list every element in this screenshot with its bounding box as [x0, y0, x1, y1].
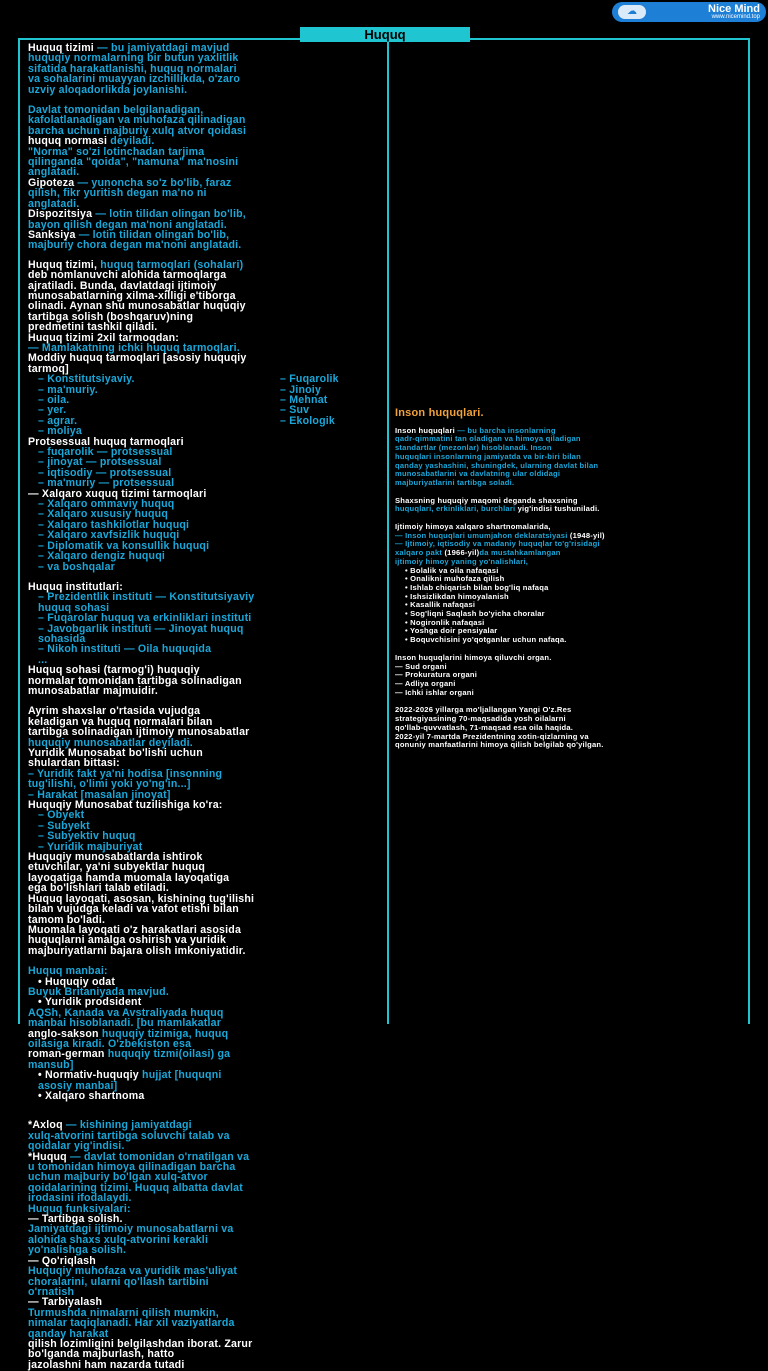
huquqiy-maqom: Shaxsning huquqiy maqomi deganda shaxsning huquqlari, erkinliklari, burchlari yig'indisi tushuniladi. [395, 495, 600, 514]
text-line: Huquqiy munosabatlarda ishtirok [28, 851, 203, 864]
list-item: • Boquvchisini yo'qotganlar uchun nafaqa. [405, 635, 567, 645]
funksiya-tarbiyalash-desc [28, 1308, 380, 1339]
text-line: munosabatlar majmuidir. [28, 684, 158, 697]
text-line: huquqlari insonlarning jamiyatda va bir-biri bilan [395, 451, 581, 461]
text-line: Yuridik Munosabat bo'lishi uchun [28, 747, 203, 759]
text-line: xulq-atvorini tartibga soluvchi talab va [28, 1129, 230, 1142]
list-item: – Xalqaro xususiy huquq [38, 508, 168, 521]
list-item: • Sog'liqni Saqlash bo'yicha choralar [405, 609, 545, 619]
list-item: – ma'muriy — protsessual [38, 477, 175, 490]
tuzilish-heading: Huquqiy Munosabat tuzilishiga ko'ra: [28, 799, 223, 812]
text-line: huquqlarni amalga oshirish va yuridik [28, 934, 227, 947]
list-item: – oila. – Mehnat [38, 394, 328, 406]
text-line: bilan vujudga keladi va vafot etishi bilan [28, 903, 239, 916]
text-line: choralarini, ularni qo'llash tartibini [28, 1275, 209, 1288]
list-item: – Xalqaro tashkilotlar huquqi [38, 518, 190, 531]
tarmoqlar: Huquq tizimi, huquq tarmoqlari (sohalari) deb nomlanuvchi alohida tarmoqlarga ajratiladi. Bunda, davlatdagi ijtimoiy munosabatlarning xilma-xilligi e'tiborga olinadi. Aynan shu munosabatlar huquqiy tartibga solish (boshqaruv)ning predmetini tashkil qiladi. Huquq tizimi 2xil tarmoqdan: — Mamlakatning ichki huquq tarmoqlari. [28, 258, 246, 354]
list-item: – Yuridik majburiyat [38, 840, 143, 853]
text-line: anglatadi. [28, 197, 80, 210]
text-line: manbai hisoblanadi. [bu mamlakatlar [28, 1017, 222, 1030]
list-item: • Bolalik va oila nafaqasi [405, 565, 499, 575]
list-item: – Nikoh instituti — Oila huquqida [38, 643, 212, 656]
huquq-sohasi [28, 665, 380, 696]
list-item: – iqtisodiy — protsessual [38, 466, 172, 479]
institutlar-heading: Huquq institutlari: [28, 580, 124, 593]
text-line: u tomonidan himoya qilinadigan barcha [28, 1161, 236, 1174]
funksiya-tarbiyalash: — Tarbiyalash [28, 1296, 103, 1309]
text-line: majburiyatlarni bajara olish imkoniyatidir. [28, 944, 246, 957]
list-item: – Subyekt [38, 819, 90, 832]
list-item: ... [38, 653, 48, 666]
logo-site: www.nicemind.top [711, 14, 760, 20]
funksiya-tartibga: — Tartibga solish. [28, 1213, 123, 1226]
text-line: Moddiy huquq tarmoqlari [asosiy huquqiy [28, 352, 247, 365]
text-line: ajratiladi. Bunda, davlatdagi ijtimoiy [28, 279, 217, 292]
text-line: "Norma" so'zi lotinchadan tarjima [28, 145, 205, 158]
text-line: qanday harakat [28, 1327, 109, 1340]
text-line: 2022-yil 7-martda Prezidentning xotin-qizlarning va [395, 731, 589, 741]
list-item: – yer. – Suv [38, 404, 310, 417]
strategiya-text [395, 706, 747, 750]
text-line: Ayrim shaxslar o'rtasida vujudga [28, 705, 201, 718]
text-line: uchun majburiy bo'lgan xulq-atvor [28, 1171, 208, 1184]
layoqat-text [28, 852, 380, 956]
text-line: qilish lozimligini belgilashdan iborat. Zarur [28, 1337, 253, 1350]
norma-def: Davlat tomonidan belgilanadigan, kafolatlanadigan va muhofaza qilinadigan barcha uchun majburiy xulq atvor qoidasi huquq normasi deyiladi. "Norma" so'zi lotinchadan tarjima qilinganda "qoida", "namuna" ma'nosini anglatadi. [28, 104, 247, 179]
text-line: alohida shaxs xulq-atvorini kerakli [28, 1233, 209, 1246]
text-line: etuvchilar, ya'ni subyektlar huquq [28, 861, 206, 874]
text-line: keladigan va huquq normalari bilan [28, 715, 213, 728]
list-item: – Konstitutsiyaviy. – Fuqarolik [38, 373, 339, 386]
yuridik-fakt-list [28, 769, 380, 800]
huquq-def: *Huquq — davlat tomonidan o'rnatilgan va u tomonidan himoya qilinadigan barcha uchun majburiy bo'lgan xulq-atvor qoidalarining tizimi. Huquq albatta davlat irodasini ifodalaydi. [28, 1150, 250, 1205]
list-item: — Ichki ishlar organi [395, 687, 474, 697]
gipoteza: Gipoteza — yunoncha so'z bo'lib, faraz qilish, fikr yuritish degan ma'no ni anglatadi. [28, 176, 232, 210]
funksiya-tarbiyalash-desc2 [28, 1339, 380, 1370]
text-line: Huquq sohasi (tarmog'i) huquqiy [28, 664, 200, 677]
text-line: qonuniy manfaatlarini himoya qilish belgilab qo'yilgan. [395, 740, 604, 750]
funksiya-qoriqlash-desc [28, 1266, 380, 1297]
left-column [28, 43, 380, 1370]
manba-prodsident-desc: AQSh, Kanada va Avstraliyada huquq manbai hisoblanadi. [bu mamlakatlar anglo-sakson huquqiy tizimiga, huquq oilasiga kiradi. O'zbekiston esa roman-german huquqiy tizmi(oilasi) ga mansub] [28, 1006, 231, 1071]
list-item: – Prezidentlik instituti — Konstitutsiyaviy [38, 591, 255, 604]
text-line: qoidalar yig'indisi. [28, 1140, 125, 1153]
text-line: ega bo'lishlari talab etiladi. [28, 882, 169, 895]
text-line: Davlat tomonidan belgilanadigan, [28, 104, 204, 117]
list-item: – fuqarolik — protsessual [38, 446, 173, 459]
himoya-organ-heading: Inson huquqlarini himoya qiluvchi organ. [395, 652, 552, 662]
protsessual-list [28, 447, 380, 489]
text-line: munosabatlarning xilma-xilligi e'tiborga [28, 289, 236, 302]
text-line: 2022-2026 yillarga mo'ljallangan Yangi O'z.Res [395, 705, 572, 715]
moddiy-list [28, 374, 380, 436]
nice-mind-logo [612, 2, 766, 22]
manba-normativ: • Normativ-huquqiy hujjat [huquqni asosiy manbai] [38, 1069, 222, 1092]
xalqaro-heading: — Xalqaro xuquq tizimi tarmoqlari [28, 487, 207, 500]
text-line: predmetini tashkil qiladi. [28, 321, 158, 334]
text-line: majburiyatlarini tartibga soladi. [395, 477, 515, 487]
list-item: – Harakat [masalan jinoyat] [28, 788, 171, 801]
tuzilish-list [28, 810, 380, 852]
text-line: nimalar taqiqlanadi. Har xil vaziyatlarda [28, 1317, 235, 1330]
huquq-tizimi-def: Huquq tizimi — bu jamiyatdagi mavjud huquqiy normalarning bir butun yaxlitlik sifatida harakatlanishi, huquq normalari va sohalarini muayyan izchillikda, o'zaro uzviy aloqadorlikda joylanishi. [28, 42, 241, 96]
himoya-list [395, 567, 747, 645]
list-item: – Xalqaro xavfsizlik huquqi [38, 529, 180, 542]
list-item: – jinoyat — protsessual [38, 456, 162, 469]
funksiya-tartibga-desc [28, 1224, 380, 1255]
list-item: • Ishlab chiqarish bilan bog'liq nafaqa [405, 582, 549, 592]
text-line: qilish, fikr yuritish degan ma'no ni [28, 187, 207, 200]
sanksiya: Sanksiya — lotin tilidan olingan bo'lib, majburiy chora degan ma'noni anglatadi. [28, 228, 242, 252]
list-item: • Onalikni muhofaza qilish [405, 574, 505, 584]
list-item: – Fuqarolar huquq va erkinliklari instituti [38, 612, 252, 625]
list-item: – Obyekt [38, 809, 85, 822]
text-line: bo'lganda majburlash, hatto [28, 1348, 175, 1361]
list-item: – Diplomatik va konsullik huquqi [38, 539, 210, 552]
list-item: – Subyektiv huquq [38, 830, 136, 843]
column-divider [387, 38, 389, 1024]
text-line: tamom bo'ladi. [28, 913, 106, 926]
huquqiy-munosabatlar: Ayrim shaxslar o'rtasida vujudga keladigan va huquq normalari bilan tartibga solinadigan ijtimoiy munosabatlar huquqiy munosabatlar deyiladi. [28, 705, 250, 749]
text-line: qo'llab-quvvatlash, 71-maqsad esa oila haqida. [395, 722, 574, 732]
ijtimoiy-himoya: Ijtimoiy himoya xalqaro shartnomalarida, — Inson huquqlari umumjahon deklaratsiyasi (1948-yil) — Ijtimoiy, iqtisodiy va madaniy huquqlar to'g'risidagi xalqaro pakt (1966-yil)da mustahkamlangan ijtimoiy himoy yaning yo'nalishlari, [395, 522, 605, 566]
himoya-organ-list [395, 663, 747, 698]
list-item: tug'ilishi, o'limi yoki yo'ng'in...] [28, 778, 191, 791]
moddiy-heading [28, 353, 380, 374]
right-column [395, 409, 747, 750]
funksiya-qoriqlash: — Qo'riqlash [28, 1254, 96, 1267]
text-line: qilinganda "qoida", "namuna" ma'nosini [28, 156, 239, 169]
list-item: – Xalqaro dengiz huquqi [38, 550, 166, 563]
text-line: Huquqiy muhofaza va yuridik mas'uliyat [28, 1265, 238, 1278]
text-line: irodasini ifodalaydi. [28, 1192, 132, 1205]
list-item: – Xalqaro ommaviy huquq [38, 498, 175, 511]
text-line: yo'nalishga solish. [28, 1244, 127, 1257]
list-item: – va boshqalar [38, 560, 115, 573]
list-item: • Yoshga doir pensiyalar [405, 626, 498, 636]
text-line: shulardan bittasi: [28, 757, 120, 770]
text-line: Muomala layoqati o'z harakatlari asosida [28, 923, 242, 936]
dispozitsiya: Dispozitsiya — lotin tilidan olingan bo'lib, bayon qilish degan ma'noni anglatadi. [28, 208, 246, 231]
inson-huquqlari-def: Inson huquqlari — bu barcha insonlarning qadr-qimmatini tan oladigan va himoya qiladigan standartlar (mezonlar) hisoblanadi. Inson huquqlari insonlarning jamiyatda va bir-biri bilan qanday yashashini, shuningdek, ularning davlat bilan munosabatlarini va davlatning ular oldidagi majburiyatlarini tartibga soladi. [395, 425, 599, 487]
list-item: huquq sohasi [38, 601, 110, 614]
text-line: anglatadi. [28, 166, 80, 179]
text-line: munosabatlarini va davlatning ular oldidagi [395, 469, 561, 479]
text-line: Jamiyatdagi ijtimoiy munosabatlarni va [28, 1223, 234, 1236]
text-line: Turmushda nimalarni qilish mumkin, [28, 1306, 219, 1319]
text-line: kafolatlanadigan va muhofaza qilinadigan [28, 114, 246, 127]
list-item: • Ishsizlikdan himoyalanish [405, 591, 509, 601]
text-line: tartibga solinadigan ijtimoiy munosabatlar [28, 726, 250, 739]
text-line: strategiyasining 70-maqsadida yosh oilalarni [395, 714, 566, 724]
list-item: — Prokuratura organi [395, 670, 478, 680]
list-item: — Adliya organi [395, 678, 456, 688]
funksiyalar-heading: Huquq funksiyalari: [28, 1202, 131, 1215]
text-line: qadr-qimmatini tan oladigan va himoya qiladigan [395, 434, 581, 444]
list-item: – Javobgarlik instituti — Jinoyat huquq [38, 622, 244, 635]
text-line: deb nomlanuvchi alohida tarmoqlarga [28, 269, 227, 282]
text-line: jazolashni ham nazarda tutadi [28, 1358, 185, 1371]
text-line: o'rnatish [28, 1285, 75, 1298]
manba-heading: Huquq manbai: [28, 965, 108, 978]
logo-name: Nice Mind [708, 3, 760, 15]
list-item: – moliya [38, 425, 82, 438]
text-line: normalar tomonidan tartibga solinadigan [28, 674, 242, 687]
protsessual-heading: Protsessual huquq tarmoqlari [28, 435, 184, 448]
text-line: standartlar (mezonlar) hisoblanadi. Inson [395, 443, 552, 453]
text-line: AQSh, Kanada va Avstraliyada huquq [28, 1006, 224, 1019]
text-line: olinadi. Aynan shu munosabatlar huquqiy [28, 300, 246, 313]
text-line: layoqatiga hamda muomala layoqatiga [28, 871, 230, 884]
text-line: Huquq layoqati, asosan, kishining tug'ilishi [28, 892, 255, 905]
yuridik-munosabat [28, 748, 380, 769]
manba-odat-desc: Buyuk Britaniyada mavjud. [28, 985, 169, 998]
institutlar-list [28, 592, 380, 665]
list-item: – agrar. – Ekologik [38, 414, 335, 427]
manba-odat: • Huquqiy odat [38, 975, 116, 988]
text-line: tarmoq] [28, 362, 69, 375]
list-item: — Sud organi [395, 661, 447, 671]
text-line: tartibga solish (boshqaruv)ning [28, 310, 194, 323]
inson-huquqlari-heading: Inson huquqlari. [395, 407, 484, 419]
brain-icon: ☁ [618, 5, 646, 19]
text-line: qoidalarining tizimi. Huquq albatta davlat [28, 1181, 243, 1194]
text-line: barcha uchun majburiy xulq atvor qoidasi [28, 124, 247, 137]
xalqaro-list [28, 499, 380, 572]
list-item: • Nogironlik nafaqasi [405, 617, 485, 627]
manba-shartnoma: • Xalqaro shartnoma [38, 1090, 145, 1102]
manba-prodsident: • Yuridik prodsident [38, 996, 142, 1009]
list-item: – Yuridik fakt ya'ni hodisa [insonning [28, 767, 223, 780]
text-line: qanday yashashini, shuningdek, ularning davlat bilan [395, 460, 599, 470]
list-item: • Kasallik nafaqasi [405, 600, 476, 610]
axloq-def: *Axloq — kishining jamiyatdagi xulq-atvorini tartibga soluvchi talab va qoidalar yig'indisi. [28, 1119, 230, 1153]
list-item: sohasida [38, 632, 86, 645]
page-title: Huquq [300, 27, 470, 42]
list-item: – ma'muriy. – Jinoiy [38, 383, 322, 396]
